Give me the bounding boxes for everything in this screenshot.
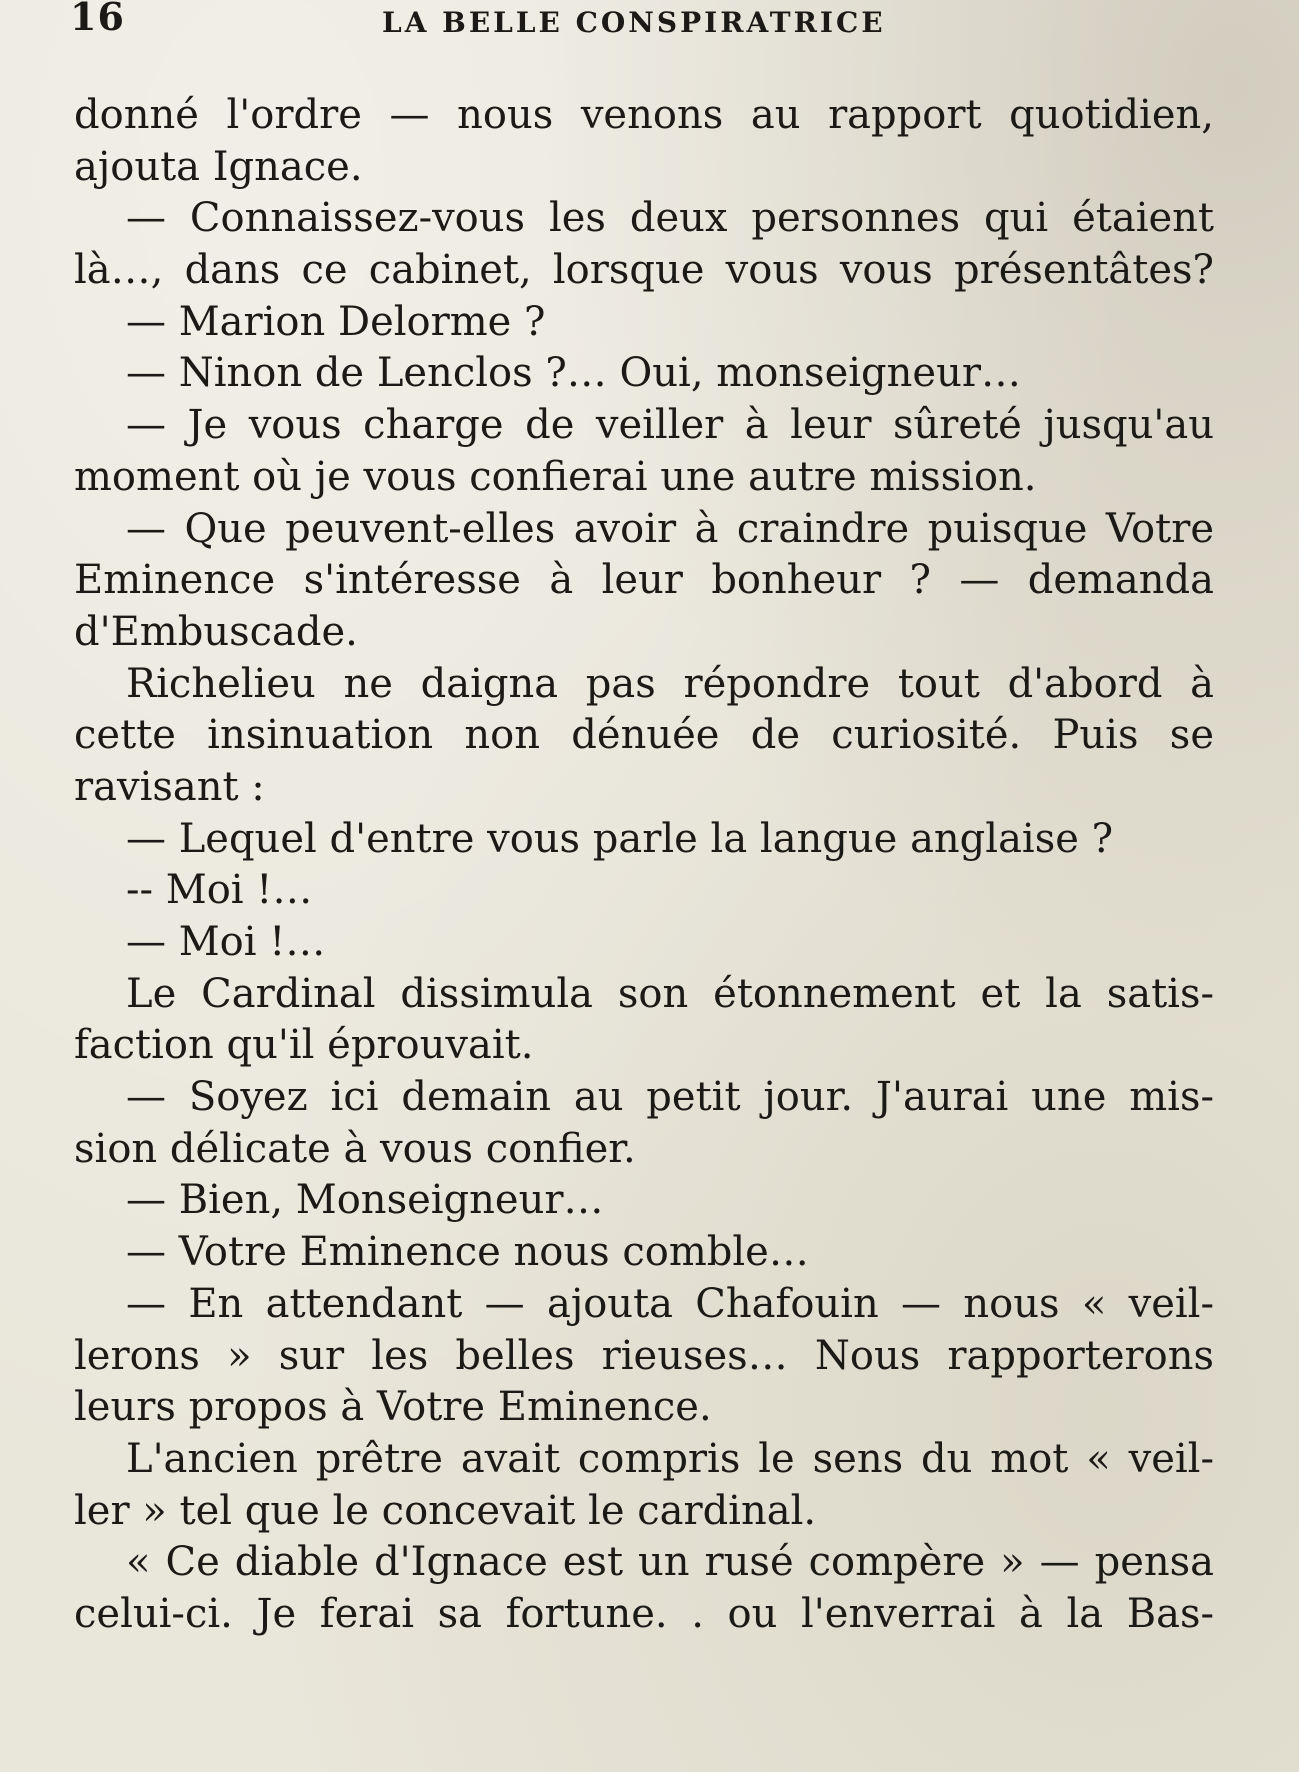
text-line: — Marion Delorme ? xyxy=(126,298,546,345)
text-line: sion délicate à vous confier. xyxy=(74,1125,636,1172)
text-line: — Votre Eminence nous comble… xyxy=(126,1229,809,1276)
text-line: moment où je vous confierai une autre mission. xyxy=(74,453,1037,500)
text-line: — Lequel d'entre vous parle la langue anglaise ? xyxy=(126,815,1114,862)
running-head xyxy=(70,0,1220,46)
text-line: — Connaissez-vous les deux personnes qui étaient xyxy=(126,195,1214,242)
text-line: — Bien, Monseigneur… xyxy=(126,1177,604,1224)
body-text xyxy=(74,90,1214,1641)
text-line: Eminence s'intéresse à leur bonheur ? — demanda xyxy=(74,557,1214,604)
text-line: là…, dans ce cabinet, lorsque vous vous présentâtes? xyxy=(74,247,1214,294)
text-line: L'ancien prêtre avait compris le sens du mot « veil- xyxy=(126,1435,1214,1482)
text-line: « Ce diable d'Ignace est un rusé compère » — pensa xyxy=(126,1539,1214,1586)
text-line: — Que peuvent-elles avoir à craindre puisque Votre xyxy=(126,505,1214,552)
running-title: LA BELLE CONSPIRATRICE xyxy=(382,6,886,39)
text-line: d'Embuscade. xyxy=(74,608,358,655)
text-line: celui-ci. Je ferai sa fortune. . ou l'enverrai à la Bas- xyxy=(74,1590,1214,1637)
text-line: ler » tel que le concevait le cardinal. xyxy=(74,1487,817,1534)
text-line: cette insinuation non dénuée de curiosité. Puis se xyxy=(74,712,1214,759)
page-number: 16 xyxy=(70,0,125,39)
text-line: Richelieu ne daigna pas répondre tout d'abord à xyxy=(126,660,1214,707)
text-line: lerons » sur les belles rieuses… Nous rapporterons xyxy=(74,1332,1214,1379)
text-line: — Ninon de Lenclos ?… Oui, monseigneur… xyxy=(126,350,1021,397)
text-line: ravisant : xyxy=(74,763,265,810)
text-line: — En attendant — ajouta Chafouin — nous « veil- xyxy=(126,1280,1214,1327)
text-line: faction qu'il éprouvait. xyxy=(74,1022,534,1069)
text-line: -- Moi !… xyxy=(126,867,313,914)
text-line: — Soyez ici demain au petit jour. J'aurai une mis- xyxy=(126,1074,1214,1121)
text-line: donné l'ordre — nous venons au rapport quotidien, xyxy=(74,92,1214,138)
text-line: — Je vous charge de veiller à leur sûreté jusqu'au xyxy=(126,402,1214,449)
text-line: leurs propos à Votre Eminence. xyxy=(74,1384,712,1431)
text-line: — Moi !… xyxy=(126,919,326,965)
text-line: ajouta Ignace. xyxy=(74,143,363,190)
text-line: Le Cardinal dissimula son étonnement et la satis- xyxy=(126,970,1214,1017)
